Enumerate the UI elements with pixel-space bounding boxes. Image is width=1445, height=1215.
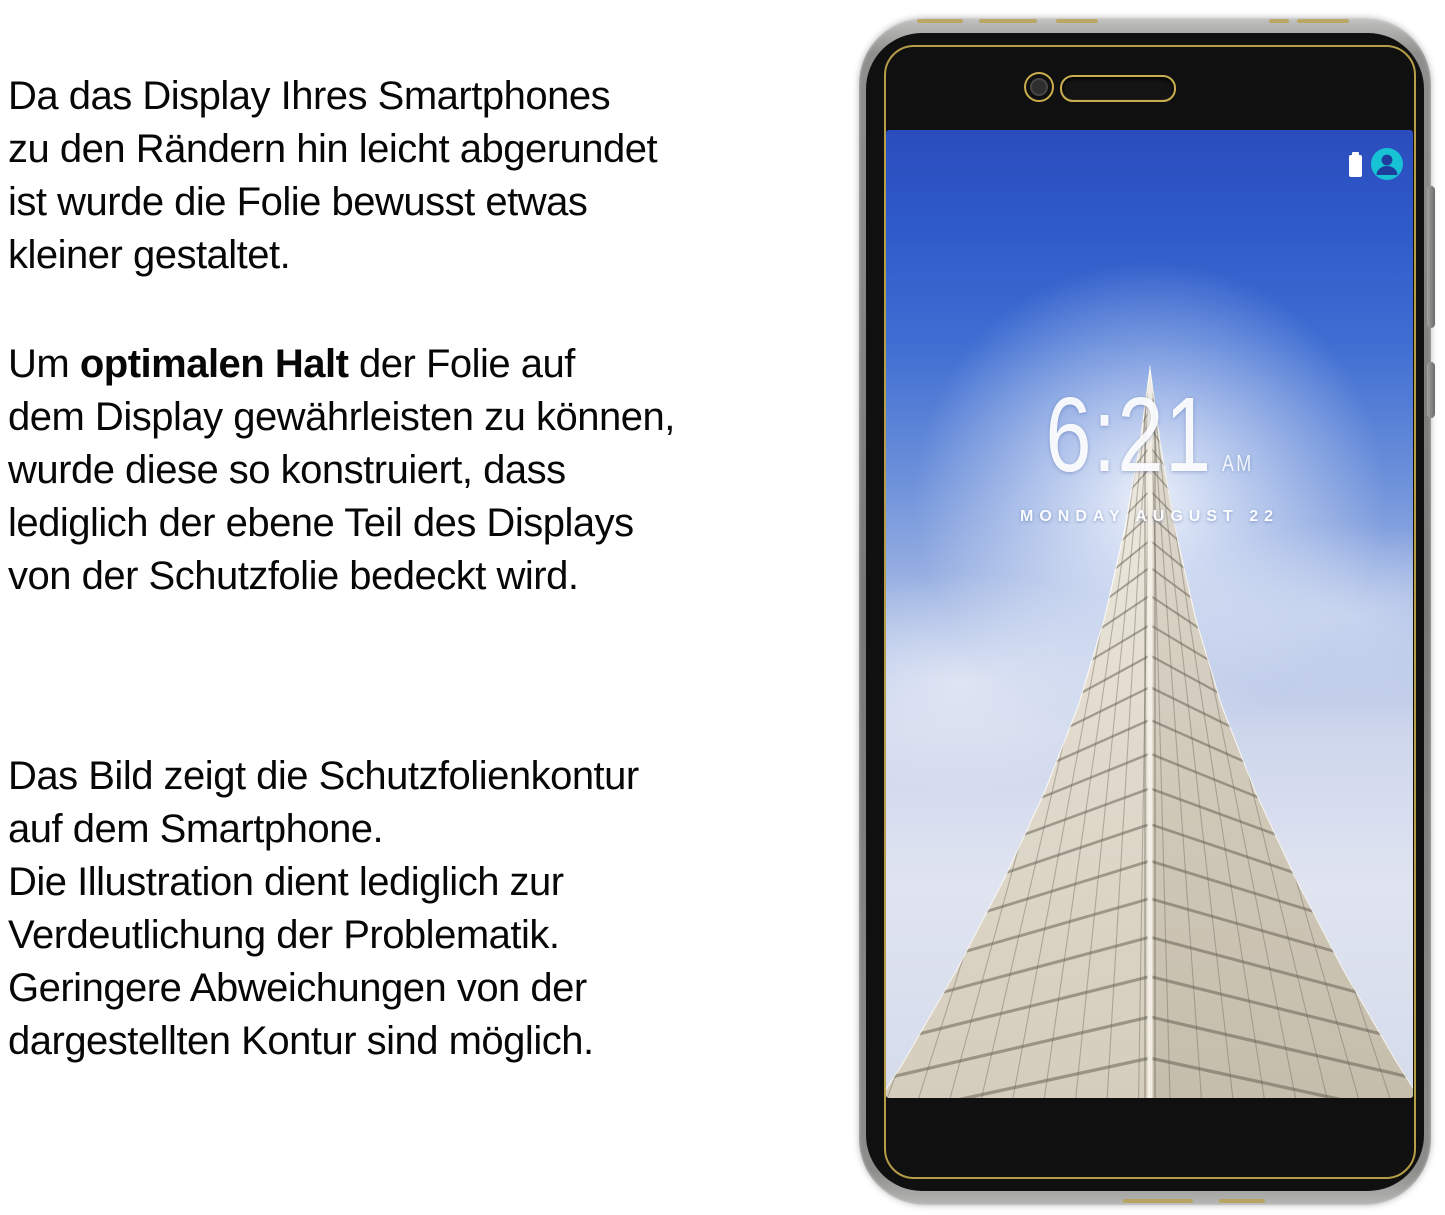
battery-icon xyxy=(1349,155,1362,177)
rim-reflection xyxy=(1056,19,1098,23)
volume-button xyxy=(1427,186,1435,328)
lockscreen-date: MONDAY AUGUST 22 xyxy=(1020,508,1279,525)
paragraph-optimal-halt xyxy=(8,338,675,603)
paragraph-display-rounded xyxy=(8,70,657,282)
text-line: Um optimalen Halt der Folie auf xyxy=(8,342,575,386)
front-camera-cutout xyxy=(1024,72,1054,102)
text-line: lediglich der ebene Teil des Displays xyxy=(8,501,634,545)
earpiece-speaker-cutout xyxy=(1060,75,1176,102)
paragraph-illustration-note xyxy=(8,750,639,1068)
text-line: dargestellten Kontur sind möglich. xyxy=(8,1019,594,1063)
rim-reflection xyxy=(1269,19,1289,23)
clock-ampm: AM xyxy=(1221,450,1254,476)
text-line: auf dem Smartphone. xyxy=(8,807,384,851)
text-line: Verdeutlichung der Problematik. xyxy=(8,913,560,957)
text-line: wurde diese so konstruiert, dass xyxy=(8,448,566,492)
text-line: kleiner gestaltet. xyxy=(8,233,291,277)
phone-screen xyxy=(886,130,1413,1098)
rim-reflection xyxy=(1219,1199,1265,1203)
power-button xyxy=(1427,362,1435,418)
person-glyph xyxy=(1371,148,1403,180)
text-line: von der Schutzfolie bedeckt wird. xyxy=(8,554,579,598)
text-line: Da das Display Ihres Smartphones xyxy=(8,74,611,118)
skyscraper-wallpaper xyxy=(886,130,1413,1098)
status-bar xyxy=(1349,148,1403,180)
camera-lens xyxy=(1030,78,1048,96)
lockscreen-clock xyxy=(944,376,1355,516)
text-line: ist wurde die Folie bewusst etwas xyxy=(8,180,588,224)
text-line: Das Bild zeigt die Schutzfolienkontur xyxy=(8,754,639,798)
rim-reflection xyxy=(979,19,1037,23)
clock-time: 6:21 xyxy=(1045,376,1213,494)
rim-reflection xyxy=(1123,1199,1193,1203)
user-avatar-icon xyxy=(1371,148,1403,180)
rim-reflection xyxy=(917,19,963,23)
rim-reflection xyxy=(1297,19,1349,23)
text-line: Geringere Abweichungen von der xyxy=(8,966,587,1010)
smartphone-photo xyxy=(859,18,1431,1205)
bold-text: optimalen Halt xyxy=(79,342,349,386)
text-line: zu den Rändern hin leicht abgerundet xyxy=(8,127,658,171)
text-line: Die Illustration dient lediglich zur xyxy=(8,860,564,904)
text-line: dem Display gewährleisten zu können, xyxy=(8,395,675,439)
